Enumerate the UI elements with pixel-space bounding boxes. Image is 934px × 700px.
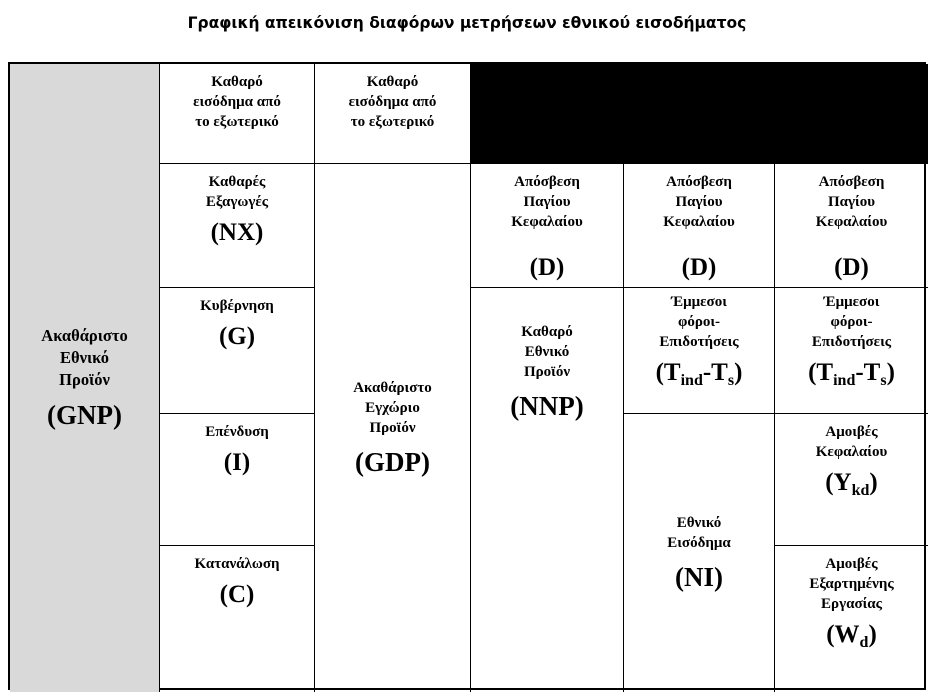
indirect-taxes-sub-s: s — [727, 372, 735, 389]
gnp-label-line: Ακαθάριστο — [41, 326, 128, 345]
depreciation-abbr: (D) — [529, 254, 565, 281]
depreciation-cell — [624, 164, 775, 288]
i-label: Επένδυση — [205, 424, 269, 440]
indirect-taxes-abbr-open: (T — [655, 359, 681, 386]
net-income-abroad-line: Καθαρό — [211, 74, 263, 90]
wages-abbr — [826, 620, 877, 650]
gnp-cell — [10, 64, 160, 692]
depreciation-label-line: Παγίου — [675, 194, 723, 210]
indirect-taxes-abbr-close: ) — [886, 359, 895, 386]
depreciation-label-line: Απόσβεση — [818, 174, 885, 190]
c-abbr: (C) — [219, 581, 255, 608]
net-income-abroad-cell — [315, 64, 471, 164]
g-label: Κυβέρνηση — [200, 298, 274, 314]
wages-abbr-open: (W — [826, 621, 860, 648]
net-income-abroad-line: το εξωτερικό — [350, 114, 435, 130]
indirect-taxes-abbr — [656, 358, 743, 388]
i-abbr: (I) — [223, 449, 251, 476]
nx-cell — [160, 164, 315, 288]
depreciation-cell — [471, 164, 624, 288]
capital-income-cell — [775, 414, 928, 546]
gdp-label-line: Εγχώριο — [365, 400, 420, 416]
ni-cell — [624, 414, 775, 692]
net-income-abroad-cell — [160, 64, 315, 164]
c-label: Κατανάλωση — [194, 556, 280, 572]
gdp-cell — [315, 164, 471, 692]
depreciation-label-line: Παγίου — [523, 194, 571, 210]
indirect-taxes-cell — [775, 288, 928, 414]
depreciation-abbr: (D) — [834, 254, 869, 281]
indirect-taxes-sub-s: s — [880, 372, 887, 389]
depreciation-label-line: Κεφαλαίου — [511, 214, 583, 230]
nnp-label-line: Προϊόν — [523, 364, 571, 380]
gdp-abbr: (GDP) — [355, 447, 430, 477]
net-income-abroad-line: το εξωτερικό — [195, 114, 279, 130]
indirect-taxes-label-line: Έμμεσοι — [671, 294, 727, 310]
net-income-abroad-line: εισόδημα από — [348, 94, 437, 110]
indirect-taxes-sub-ind: ind — [833, 372, 856, 389]
gdp-label-line: Προϊόν — [369, 420, 416, 436]
indirect-taxes-sub-ind: ind — [680, 372, 703, 389]
ni-abbr: (NI) — [675, 562, 723, 592]
net-income-abroad-line: εισόδημα από — [193, 94, 281, 110]
nnp-cell — [471, 288, 624, 692]
gnp-abbr: (GNP) — [47, 400, 122, 430]
indirect-taxes-abbr-close: ) — [734, 359, 743, 386]
depreciation-cell — [775, 164, 928, 288]
wages-label-line: Εργασίας — [821, 596, 882, 612]
ni-label-line: Εισόδημα — [667, 535, 731, 551]
wages-abbr-close: ) — [868, 621, 877, 648]
wages-label-line: Αμοιβές — [825, 556, 878, 572]
indirect-taxes-label-line: φόροι- — [830, 314, 873, 330]
nnp-label-line: Καθαρό — [521, 324, 573, 340]
capital-income-sub: kd — [851, 482, 870, 499]
c-cell — [160, 546, 315, 692]
depreciation-label-line: Απόσβεση — [666, 174, 732, 190]
nx-label-line: Καθαρές — [208, 174, 266, 190]
indirect-taxes-label-line: Έμμεσοι — [823, 294, 880, 310]
wages-cell — [775, 546, 928, 692]
g-cell — [160, 288, 315, 414]
indirect-taxes-cell — [624, 288, 775, 414]
gnp-label-line: Εθνικό — [59, 348, 110, 367]
wages-label-line: Εξαρτημένης — [809, 576, 894, 592]
diagram-title: Γραφική απεικόνιση διαφόρων μετρήσεων εθνικού εισοδήματος — [187, 14, 747, 32]
indirect-taxes-label-line: Επιδοτήσεις — [811, 334, 892, 350]
black-header-block — [471, 64, 928, 164]
national-income-diagram — [8, 62, 926, 690]
indirect-taxes-abbr-mid: -T — [855, 359, 881, 386]
capital-income-abbr-close: ) — [869, 469, 878, 496]
wages-sub: d — [859, 634, 869, 651]
indirect-taxes-abbr — [808, 358, 895, 388]
gdp-label-line: Ακαθάριστο — [353, 380, 432, 396]
nx-abbr: (NX) — [210, 219, 264, 246]
capital-income-abbr-open: (Y — [825, 469, 852, 496]
ni-label-line: Εθνικό — [676, 515, 722, 531]
nnp-abbr: (NNP) — [510, 391, 584, 421]
indirect-taxes-abbr-open: (T — [808, 359, 834, 386]
i-cell — [160, 414, 315, 546]
depreciation-label-line: Παγίου — [828, 194, 875, 210]
indirect-taxes-label-line: φόροι- — [677, 314, 721, 330]
indirect-taxes-abbr-mid: -T — [702, 359, 728, 386]
capital-income-label-line: Αμοιβές — [825, 424, 878, 440]
indirect-taxes-label-line: Επιδοτήσεις — [659, 334, 739, 350]
capital-income-label-line: Κεφαλαίου — [815, 444, 888, 460]
depreciation-label-line: Κεφαλαίου — [663, 214, 735, 230]
depreciation-label-line: Απόσβεση — [514, 174, 580, 190]
gnp-label-line: Προϊόν — [59, 370, 110, 389]
nnp-label-line: Εθνικό — [524, 344, 570, 360]
depreciation-label-line: Κεφαλαίου — [815, 214, 888, 230]
net-income-abroad-line: Καθαρό — [366, 74, 419, 90]
capital-income-abbr — [825, 468, 878, 498]
g-abbr: (G) — [218, 323, 256, 350]
depreciation-abbr: (D) — [681, 254, 717, 281]
nx-label-line: Εξαγωγές — [205, 194, 269, 210]
